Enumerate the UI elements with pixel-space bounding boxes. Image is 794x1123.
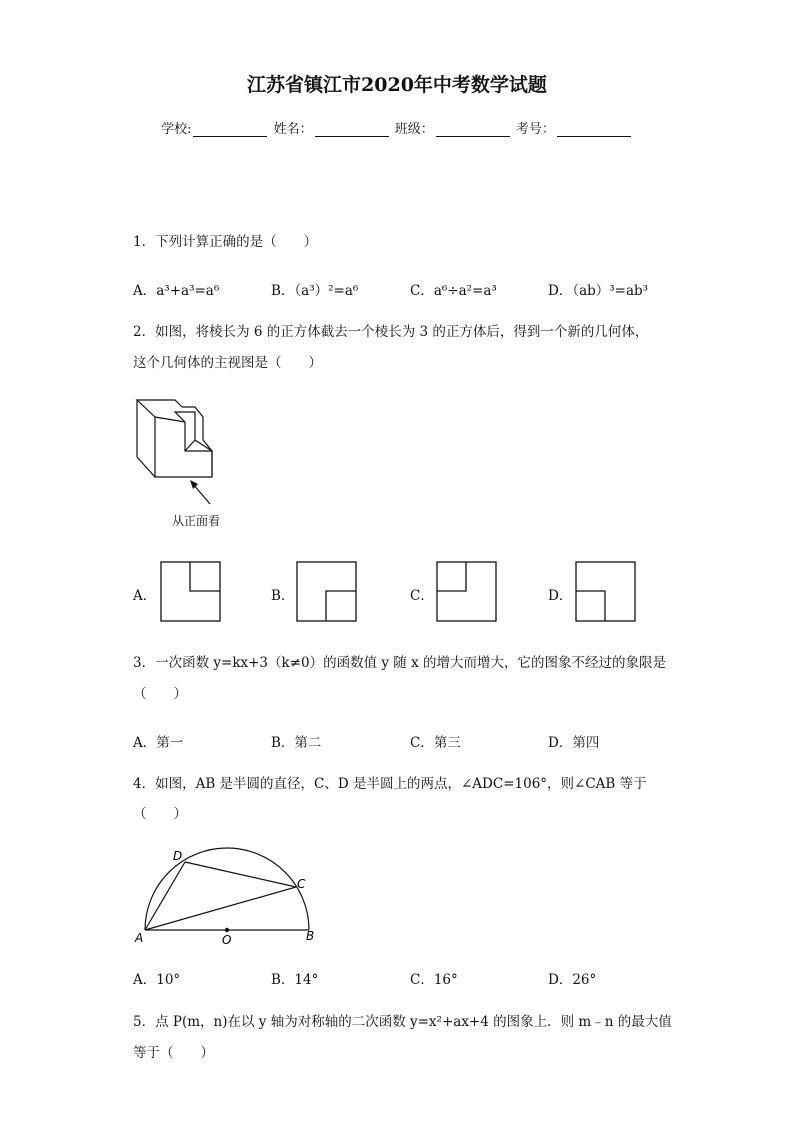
q2-option-a-figure (160, 561, 222, 623)
q3-option-d: D．第四 (548, 735, 600, 751)
view-caption: 从正面看 (172, 514, 221, 528)
class-label: 班级： (394, 122, 434, 137)
q3-option-a: A．第一 (133, 735, 184, 751)
school-label: 学校: (161, 122, 192, 137)
q5-stem-line1: 5．点 P(m，n)在以 y 轴为对称轴的二次函数 y=x²+ax+4 的图象上．则 m﹣n 的最大值 (133, 1014, 672, 1030)
q3-stem-line1: 3．一次函数 y=kx+3（k≠0）的函数值 y 随 x 的增大而增大，它的图象不经过的象限是 (133, 655, 666, 671)
q1-option-b: B．（a³）²=a⁶ (271, 283, 359, 299)
school-blank (193, 124, 267, 137)
q2-option-a: A． (133, 588, 157, 604)
cube-figure (130, 395, 230, 495)
q4-option-d: D．26° (548, 972, 597, 988)
name-blank (315, 124, 389, 137)
q2-option-d: D． (548, 588, 573, 604)
student-info-line (0, 118, 794, 137)
q4-option-b: B．14° (271, 972, 319, 988)
number-blank (557, 124, 631, 137)
name-label: 姓名： (273, 122, 313, 137)
q1-stem: 1．下列计算正确的是（ ） (133, 234, 318, 250)
page-title: 江苏省镇江市2020年中考数学试题 (247, 74, 547, 96)
q2-stem-line1: 2．如图，将棱长为 6 的正方体截去一个棱长为 3 的正方体后，得到一个新的几何体， (133, 324, 649, 340)
q2-option-c-figure (436, 561, 498, 623)
center-point-o (225, 928, 229, 932)
q3-option-b: B．第二 (271, 735, 322, 751)
view-arrow-icon (185, 478, 215, 508)
class-blank (436, 124, 510, 137)
q4-stem-line2: （ ） (133, 806, 187, 822)
q1-option-a: A．a³+a³=a⁶ (133, 283, 220, 299)
q1-option-c: C．a⁶÷a²=a³ (410, 283, 497, 299)
q2-option-b-figure (296, 561, 358, 623)
label-d: D (173, 849, 183, 863)
q3-option-c: C．第三 (410, 735, 461, 751)
q1-option-d: D．（ab）³=ab³ (548, 283, 649, 299)
q2-option-d-figure (575, 561, 637, 623)
q3-stem-line2: （ ） (133, 686, 187, 702)
number-label: 考号： (515, 122, 555, 137)
q2-option-b: B． (271, 588, 295, 604)
q5-stem-line2: 等于（ ） (133, 1045, 214, 1061)
semicircle-figure (130, 840, 330, 950)
label-o: O (222, 933, 232, 947)
q2-stem-line2: 这个几何体的主视图是（ ） (133, 355, 322, 371)
q4-option-c: C．16° (410, 972, 458, 988)
q4-option-a: A．10° (133, 972, 181, 988)
label-a: A (135, 931, 144, 945)
q4-stem-line1: 4．如图，AB 是半圆的直径，C、D 是半圆上的两点，∠ADC=106°，则∠CAB 等于 (133, 776, 647, 792)
label-c: C (297, 877, 306, 891)
label-b: B (306, 929, 315, 943)
q2-option-c: C． (410, 588, 434, 604)
